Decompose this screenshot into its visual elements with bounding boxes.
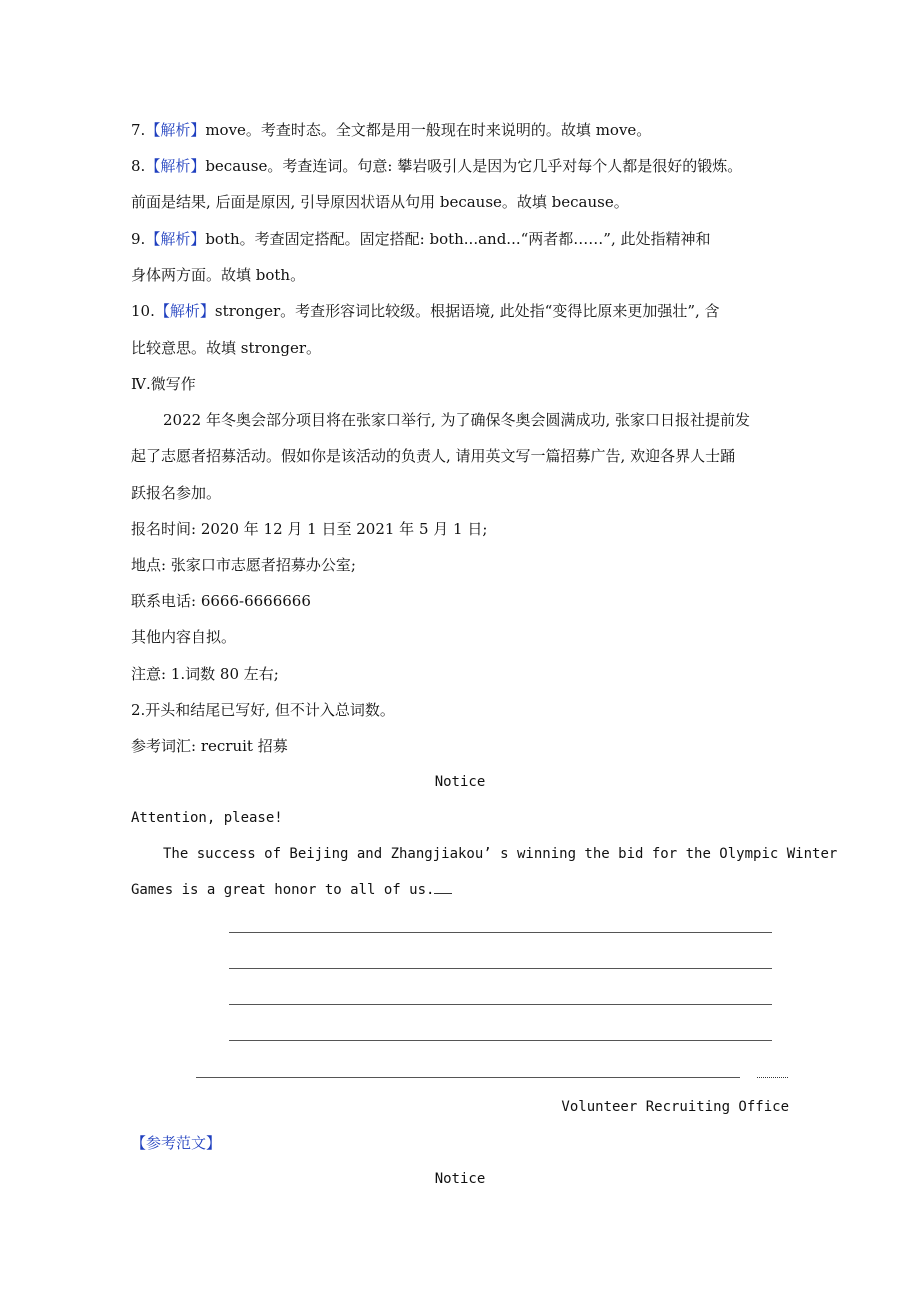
answer-9 [131,229,710,249]
writing-line-3 [229,1004,772,1005]
writing-line-1 [229,932,772,933]
section-title: Ⅳ.微写作 [131,375,196,393]
answer-text: both。考查固定搭配。固定搭配: both...and...“两者都……”, 此处指精神和 [205,230,711,248]
reference-tag [131,1133,221,1153]
essay-paragraph-line-1: The success of Beijing and Zhangjiakou’ s winning the bid for the Olympic Winter [163,846,838,862]
writing-line-5 [196,1077,740,1078]
note-2: 2.开头和结尾已写好, 但不计入总词数。 [131,701,395,719]
detail-phone: 联系电话: 6666-6666666 [131,592,311,610]
prompt-line-2: 起了志愿者招募活动。假如你是该活动的负责人, 请用英文写一篇招募广告, 欢迎各界人士踊 [131,447,736,465]
writing-line-end [757,1077,788,1078]
analysis-tag: 【解析】 [145,121,206,139]
essay-paragraph-line-2 [131,880,452,900]
detail-place: 地点: 张家口市志愿者招募办公室; [131,556,356,574]
essay-signature: Volunteer Recruiting Office [561,1099,789,1115]
detail-time: 报名时间: 2020 年 12 月 1 日至 2021 年 5 月 1 日; [131,520,488,538]
prompt-line-1: 2022 年冬奥会部分项目将在张家口举行, 为了确保冬奥会圆满成功, 张家口日报社提前发 [163,411,751,429]
prompt-line-3: 跃报名参加。 [131,484,222,502]
answer-8 [131,156,742,176]
answer-number: 8. [131,157,146,175]
detail-other: 其他内容自拟。 [131,628,237,646]
answer-8-continued: 前面是结果, 后面是原因, 引导原因状语从句用 because。故填 because。 [131,193,629,211]
answer-10-continued: 比较意思。故填 stronger。 [131,339,322,357]
answer-10 [131,301,720,321]
writing-line-4 [229,1040,772,1041]
analysis-tag: 【解析】 [145,157,206,175]
essay-title: Notice [434,774,486,790]
answer-9-continued: 身体两方面。故填 both。 [131,266,306,284]
note-1: 注意: 1.词数 80 左右; [131,665,279,683]
vocab-hint: 参考词汇: recruit 招募 [131,737,288,755]
essay-greeting: Attention, please! [131,810,283,826]
answer-number: 9. [131,230,146,248]
analysis-tag: 【解析】 [154,302,215,320]
answer-text: stronger。考查形容词比较级。根据语境, 此处指“变得比原来更加强壮”, 含 [214,302,720,320]
blank-start [434,880,452,894]
answer-number: 10. [131,302,155,320]
writing-line-2 [229,968,772,969]
answer-number: 7. [131,121,146,139]
reference-title: Notice [434,1171,486,1187]
analysis-tag: 【解析】 [145,230,206,248]
reference-tag-text: 【参考范文】 [131,1134,222,1152]
essay-paragraph-text: Games is a great honor to all of us. [131,882,435,898]
answer-text: move。考查时态。全文都是用一般现在时来说明的。故填 move。 [205,121,652,139]
answer-text: because。考查连词。句意: 攀岩吸引人是因为它几乎对每个人都是很好的锻炼。 [205,157,743,175]
answer-7 [131,120,651,140]
